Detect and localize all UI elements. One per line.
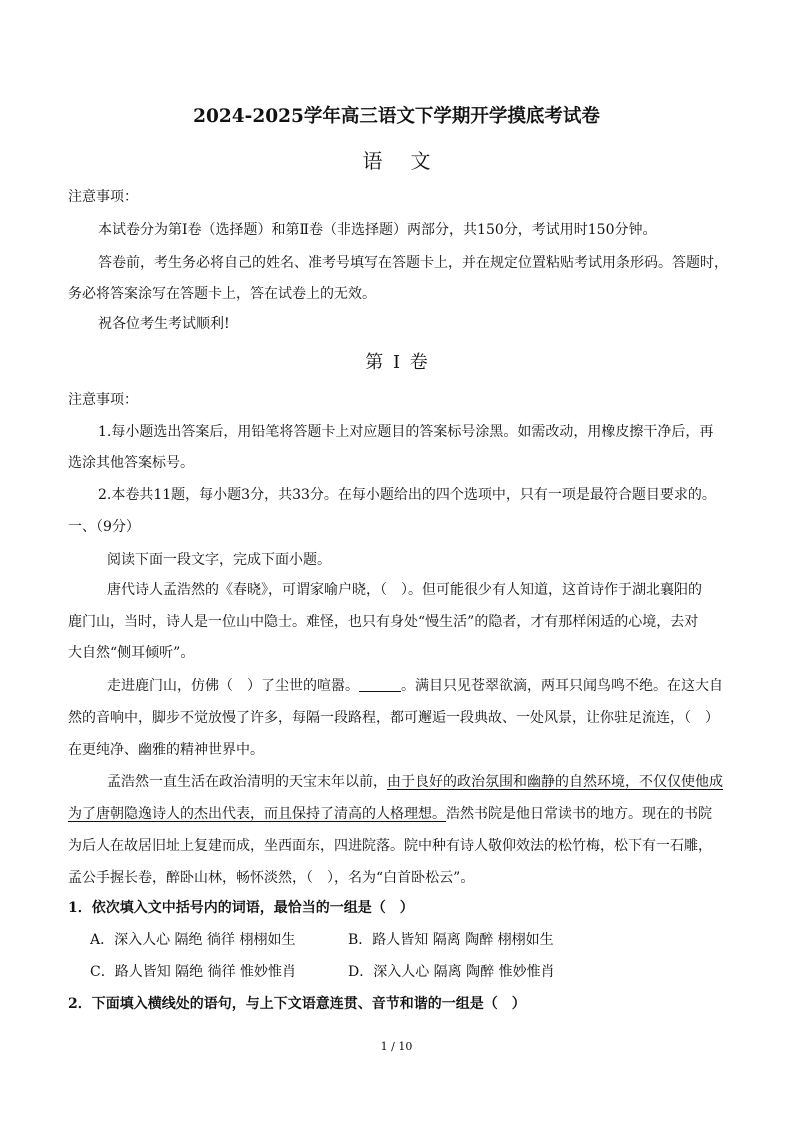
- passage-line: 然的音响中，脚步不觉放慢了许多，每隔一段路程，都可邂逅一段典故、一处风景，让你驻足流连，（ ）: [68, 710, 719, 726]
- passage-text: 浩然书院是他日常读书的地方。现在的书院: [446, 806, 712, 822]
- underlined-sentence: 为了唐朝隐逸诗人的杰出代表，而且保持了清高的人格理想。: [68, 806, 446, 822]
- volume-notice-line: 2.本卷共11题，每小题3分，共33分。在每小题给出的四个选项中，只有一项是最符合题目要求的。: [98, 487, 716, 503]
- passage-line: [68, 804, 712, 824]
- question-stem: 2．下面填入横线处的语句，与上下文语意连贯、音节和谐的一组是（ ）: [68, 996, 526, 1012]
- passage-text: 孟浩然一直生活在政治清明的天宝末年以前，: [107, 774, 387, 790]
- passage-line: 为后人在故居旧址上复建而成，坐西面东，四进院落。院中种有诗人敬仰效法的松竹梅，松下有一石雕，: [68, 838, 712, 854]
- passage-line: 鹿门山，当时，诗人是一位山中隐士。难怪，也只有身处“慢生活”的隐者，才有那样闲适的心境，去对: [68, 614, 699, 630]
- option-b[interactable]: B．路人皆知 隔离 陶醉 栩栩如生: [348, 932, 554, 948]
- notice-line: 祝各位考生考试顺利!: [98, 316, 230, 332]
- passage-line: 唐代诗人孟浩然的《春晓》，可谓家喻户晓，（ ）。但可能很少有人知道，这首诗作于湖北襄阳的: [107, 582, 702, 598]
- volume-notice-label: 注意事项：: [68, 392, 138, 408]
- volume-title: 第 Ⅰ 卷: [365, 352, 428, 373]
- passage-line: 在更纯净、幽雅的精神世界中。: [68, 742, 264, 758]
- passage-line: [107, 676, 723, 696]
- exam-title: 2024-2025学年高三语文下学期开学摸底考试卷: [193, 106, 600, 127]
- notice-label: 注意事项：: [68, 189, 138, 205]
- option-a[interactable]: A．深入人心 隔绝 徜徉 栩栩如生: [90, 932, 296, 948]
- passage-line: [107, 772, 723, 792]
- option-d[interactable]: D．深入人心 隔离 陶醉 惟妙惟肖: [348, 964, 555, 980]
- option-c[interactable]: C．路人皆知 隔绝 徜徉 惟妙惟肖: [90, 964, 297, 980]
- volume-notice-line: 选涂其他答案标号。: [68, 455, 194, 471]
- passage-line: 大自然“侧耳倾听”。: [68, 645, 195, 661]
- page-number: 1 / 10: [380, 1040, 413, 1053]
- subject-title: 语文: [362, 149, 459, 173]
- volume-notice-line: 1.每小题选出答案后，用铅笔将答题卡上对应题目的答案标号涂黑。如需改动，用橡皮擦干净后，再: [98, 424, 714, 440]
- passage-line: 孟公手握长卷，醉卧山林，畅怀淡然，（ ），名为“白首卧松云”。: [68, 870, 475, 886]
- notice-line: 本试卷分为第Ⅰ卷（选择题）和第Ⅱ卷（非选择题）两部分，共150分，考试用时150分钟。: [98, 222, 657, 238]
- notice-line: 务必将答案涂写在答题卡上，答在试卷上的无效。: [68, 286, 376, 302]
- notice-line: 答卷前，考生务必将自己的姓名、准考号填写在答题卡上，并在规定位置粘贴考试用条形码。答题时，: [98, 255, 728, 271]
- instruction: 阅读下面一段文字，完成下面小题。: [107, 552, 331, 568]
- passage-text: 走进鹿门山，仿佛（ ）了尘世的喧嚣。: [107, 678, 359, 694]
- fill-blank: [359, 677, 401, 692]
- underlined-sentence: 由于良好的政治氛围和幽静的自然环境，不仅仅使他成: [387, 774, 723, 790]
- question-stem: 1．依次填入文中括号内的词语，最恰当的一组是（ ）: [68, 900, 414, 916]
- passage-text: 。满目只见苍翠欲滴，两耳只闻鸟鸣不绝。在这大自: [401, 678, 723, 694]
- section-heading: 一、（9分）: [68, 519, 140, 535]
